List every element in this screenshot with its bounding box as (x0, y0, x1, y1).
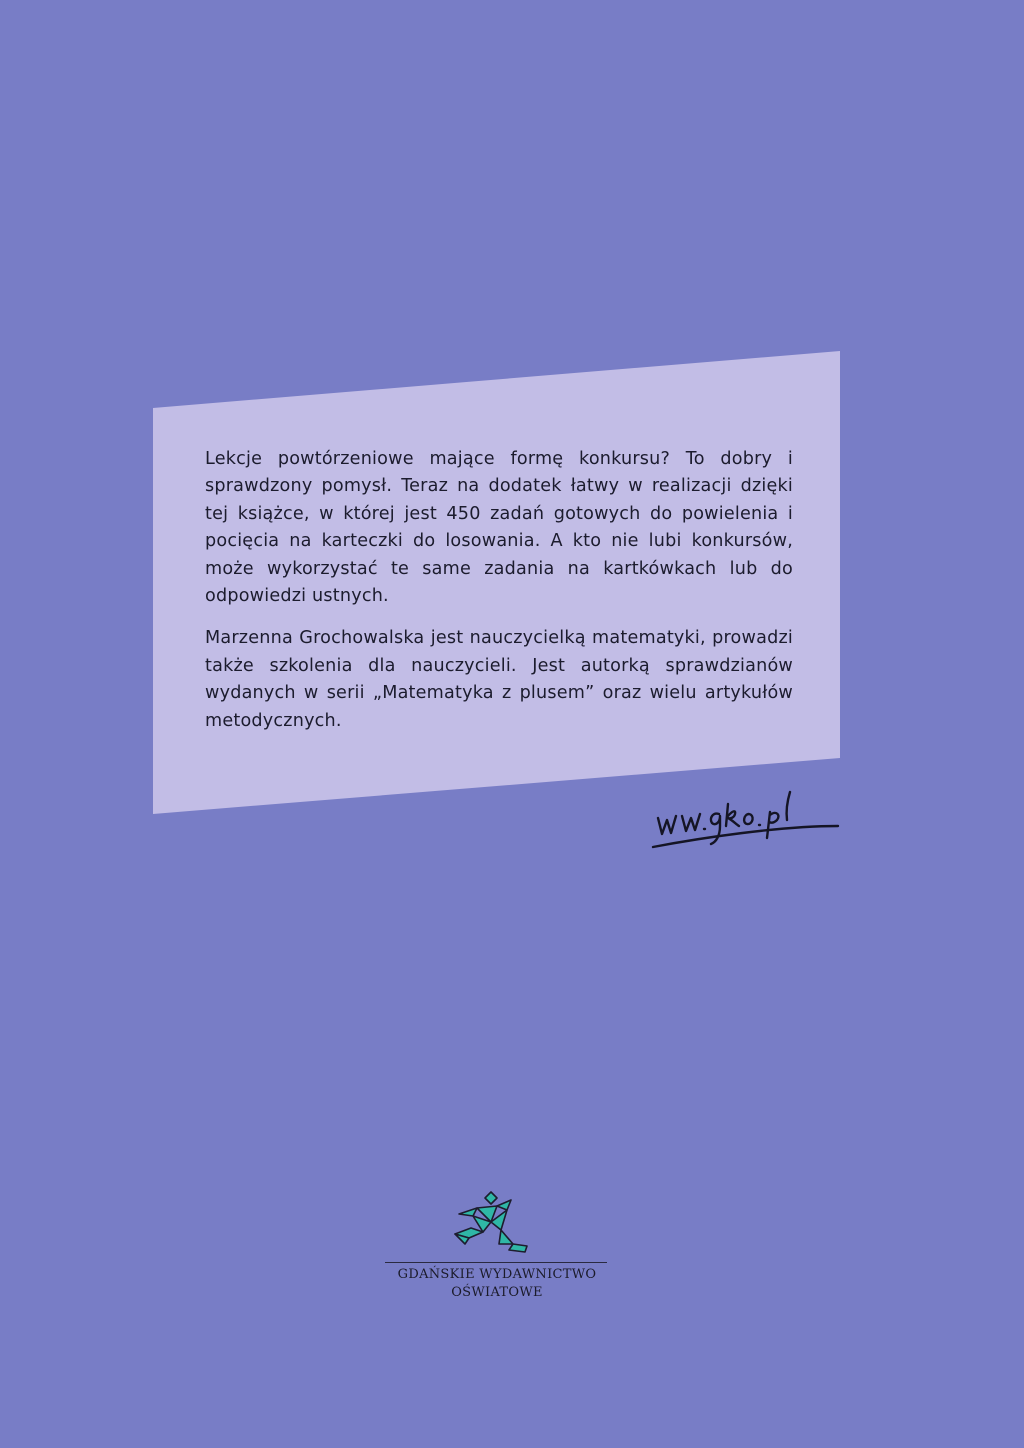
author-bio-paragraph: Marzenna Grochowalska jest nauczycielką matematyki, prowadzi także szkolenia dla nauczycieli. Jest autorką sprawdzianów wydanych w serii „Matematyka z plusem” oraz wielu artykułów metodycznych. (205, 628, 793, 731)
publisher-logo (385, 1188, 609, 1308)
publisher-name-line1: GDAŃSKIE WYDAWNICTWO (397, 1267, 597, 1282)
description-text (205, 446, 793, 735)
website-handwriting-icon (640, 770, 850, 860)
tangram-runner-icon (451, 1188, 543, 1260)
logo-divider (385, 1262, 607, 1263)
publisher-name-line2: OŚWIATOWE (451, 1285, 543, 1300)
publisher-name (385, 1266, 609, 1302)
book-description-paragraph: Lekcje powtórzeniowe mające formę konkursu? To dobry i sprawdzony pomysł. Teraz na dodatek łatwy w realizacji dzięki tej książce, w której jest 450 zadań gotowych do powielenia i pocięcia na karteczki do losowania. A kto nie lubi konkursów, może wykorzystać te same zadania na kartkówkach lub do odpowiedzi ustnych. (205, 449, 793, 607)
website-handwritten-link[interactable] (640, 770, 850, 860)
